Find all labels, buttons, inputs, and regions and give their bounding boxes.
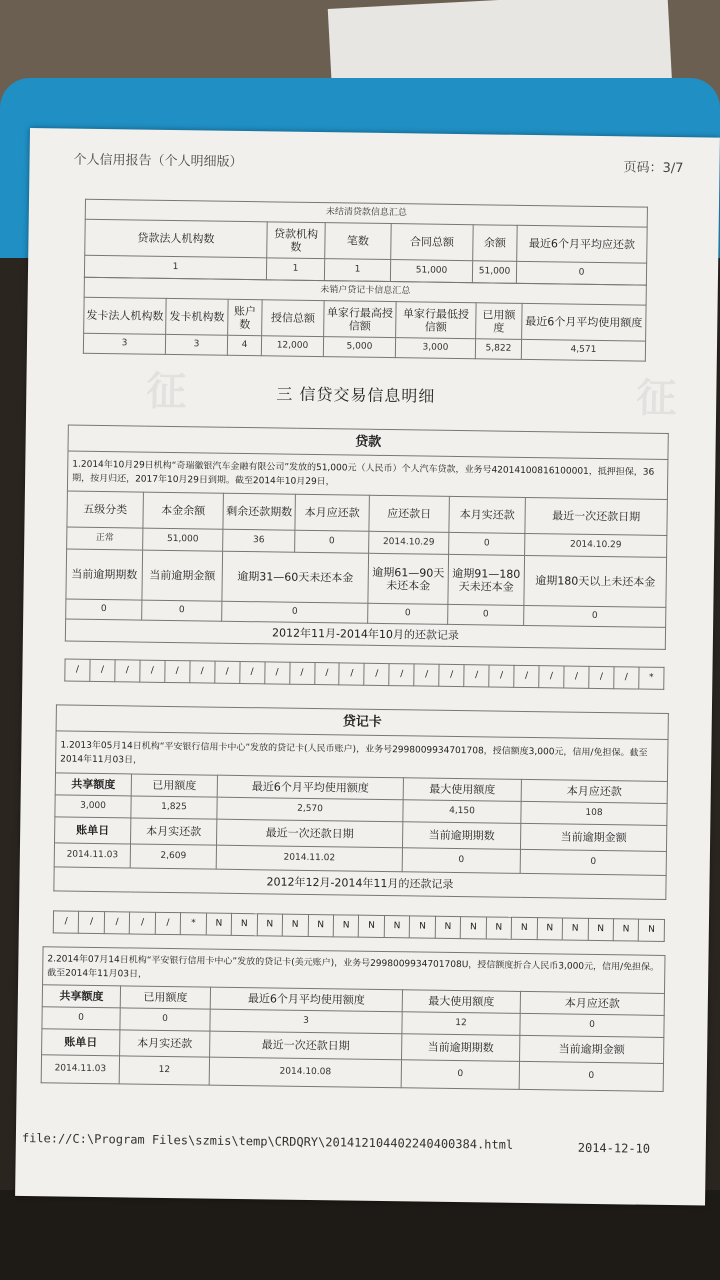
- table-cell: 4,150: [403, 800, 521, 824]
- repayment-status-cell: /: [214, 661, 239, 683]
- table-cell: 2014.10.29: [525, 533, 667, 557]
- repayment-status-cell: /: [165, 660, 190, 682]
- page-number: 页码：3/7: [623, 160, 684, 177]
- table-header: 单家行最高授信额: [324, 301, 396, 338]
- repayment-status-cell: N: [206, 913, 232, 935]
- table-cell: 12,000: [261, 336, 323, 357]
- table-cell: 0: [520, 849, 666, 875]
- repayment-status-cell: /: [489, 665, 514, 687]
- table-cell: 0: [142, 600, 222, 621]
- table-cell: 0: [449, 532, 525, 555]
- card1-repayment-record: [53, 910, 665, 942]
- repayment-status-cell: N: [435, 916, 461, 938]
- card1-description: 1.2013年05月14日机构“平安银行信用卡中心”发放的贷记卡(人民币账户)，业务号2998009934701708，授信额度3,000元，信用/免担保。截至2014年11月03日，: [55, 731, 668, 782]
- table-cell: 2,570: [217, 797, 403, 822]
- table-header: 应还款日: [369, 495, 449, 532]
- table-header: 逾期180天以上未还本金: [524, 555, 667, 607]
- table-header: 本金余额: [143, 492, 223, 529]
- table-cell: 51,000: [390, 260, 472, 283]
- table-header: 当前逾期期数: [66, 549, 143, 600]
- table-header: 笔数: [325, 223, 391, 260]
- table-header: 发卡机构数: [166, 298, 228, 335]
- table-header: 当前逾期期数: [402, 1034, 520, 1062]
- table-header: 账户数: [228, 299, 262, 335]
- table-cell: 12: [402, 1012, 520, 1036]
- repayment-status-cell: /: [190, 661, 215, 683]
- loan-detail-table: [65, 425, 669, 650]
- repayment-status-cell: /: [79, 911, 105, 933]
- table-header: 已用额度: [131, 774, 217, 797]
- table-cell: 51,000: [143, 528, 223, 551]
- repayment-status-cell: /: [389, 664, 414, 686]
- repayment-status-cell: N: [231, 913, 257, 935]
- table-header: 贷款机构数: [267, 222, 325, 259]
- table-cell: 0: [222, 601, 368, 623]
- credit-card-box-title: 贷记卡: [56, 705, 668, 740]
- loan-summary-table: [84, 199, 648, 286]
- repayment-status-cell: /: [589, 666, 614, 688]
- table-cell: 1: [324, 259, 390, 282]
- table-header: 本月实还款: [131, 818, 217, 845]
- table-header: 逾期31—60天未还本金: [222, 551, 369, 603]
- repayment-status-cell: N: [384, 916, 410, 938]
- table-cell: 5,822: [475, 339, 521, 360]
- table-header: 账单日: [55, 817, 131, 844]
- repayment-record-title: 2012年12月-2014年11月的还款记录: [54, 867, 666, 900]
- table-cell: 正常: [67, 527, 143, 550]
- table-header: 本月实还款: [120, 1030, 210, 1057]
- table-header: 剩余还款期数: [223, 493, 295, 530]
- table-cell: 2,609: [130, 844, 216, 869]
- repayment-status-cell: /: [104, 912, 130, 934]
- repayment-status-cell: /: [65, 659, 90, 681]
- repayment-status-cell: N: [537, 918, 563, 940]
- repayment-status-cell: N: [333, 915, 359, 937]
- table-header: 当前逾期金额: [142, 550, 223, 601]
- table-header: 本月实还款: [449, 496, 525, 533]
- repayment-status-cell: *: [639, 667, 664, 689]
- repayment-status-cell: /: [264, 662, 289, 684]
- repayment-status-cell: /: [564, 666, 589, 688]
- table-cell: 3: [83, 333, 165, 354]
- table-cell: 2014.11.02: [216, 845, 402, 872]
- repayment-status-cell: /: [130, 912, 156, 934]
- repayment-status-cell: N: [282, 914, 308, 936]
- repayment-status-cell: *: [181, 913, 207, 935]
- loan-description: 1.2014年10月29日机构“奇瑞徽银汽车金融有限公司”发放的51,000元（人民币）个人汽车贷款，业务号42014100816100001，抵押担保，36期，按月归还，2017年10月29日到期。截至2014年10月29日，: [67, 451, 668, 499]
- table-header: 最近6个月平均应还款: [517, 225, 648, 263]
- repayment-status-cell: /: [414, 664, 439, 686]
- table-header: 当前逾期金额: [520, 823, 666, 851]
- table-header: 共享额度: [42, 985, 120, 1008]
- file-path: file://C:\Program Files\szmis\temp\CRDQRY\201412104402240400384.html: [21, 1130, 514, 1152]
- table-cell: 108: [521, 801, 667, 825]
- repayment-status-cell: N: [257, 914, 283, 936]
- table-cell: 0: [66, 599, 142, 620]
- table-cell: 4: [227, 335, 261, 355]
- table-cell: 0: [42, 1007, 120, 1030]
- loan-repayment-record: [64, 659, 664, 690]
- table-header: 合同总额: [391, 224, 473, 261]
- table-header: 最近一次还款日期: [525, 497, 668, 535]
- table-header: 账单日: [42, 1029, 120, 1056]
- table-cell: 0: [448, 604, 524, 625]
- repayment-status-cell: /: [539, 666, 564, 688]
- report-page: [15, 128, 720, 1206]
- repayment-status-cell: N: [613, 919, 639, 941]
- section-title: 三 信贷交易信息明细: [276, 384, 436, 406]
- table-header: 发卡法人机构数: [84, 297, 166, 334]
- table-cell: 3,000: [55, 795, 131, 818]
- repayment-status-cell: /: [90, 659, 115, 681]
- card2-description: 2.2014年07月14日机构“平安银行信用卡中心”发放的贷记卡(美元账户)，业务号2998009934701708U，授信额度折合人民币3,000元，信用/免担保。截至2014年11月03日，: [43, 947, 665, 994]
- table-cell: 1: [84, 255, 266, 280]
- repayment-status-cell: N: [639, 919, 665, 941]
- table-cell: 2014.11.03: [41, 1055, 119, 1084]
- repayment-status-cell: /: [140, 660, 165, 682]
- repayment-status-cell: N: [588, 918, 614, 940]
- repayment-status-cell: N: [359, 915, 385, 937]
- table-header: 已用额度: [476, 303, 522, 340]
- table-cell: 4,571: [521, 339, 645, 361]
- loan-summary-title: 未结清贷款信息汇总: [85, 199, 647, 227]
- table-header: 授信总额: [262, 300, 324, 337]
- credit-card-2-table: [41, 946, 666, 1092]
- repayment-status-cell: N: [308, 914, 334, 936]
- repayment-status-cell: /: [155, 912, 181, 934]
- table-cell: 1,825: [131, 796, 217, 819]
- table-header: 余额: [473, 225, 517, 262]
- table-cell: 5,000: [323, 337, 395, 358]
- table-header: 本月应还款: [295, 494, 369, 531]
- repayment-status-cell: N: [486, 917, 512, 939]
- repayment-status-cell: /: [239, 661, 264, 683]
- watermark-seal: 征: [146, 368, 187, 416]
- loan-box-title: 贷款: [68, 425, 668, 459]
- repayment-status-cell: /: [289, 662, 314, 684]
- table-header: 最大使用额度: [402, 990, 520, 1014]
- report-title: 个人信用报告（个人明细版）: [73, 152, 243, 170]
- table-cell: 0: [368, 603, 448, 624]
- table-cell: 1: [266, 258, 324, 281]
- table-cell: 51,000: [472, 261, 516, 284]
- watermark-seal: 征: [635, 375, 677, 423]
- table-cell: 0: [524, 605, 666, 627]
- repayment-status-cell: /: [339, 663, 364, 685]
- table-header: 最近6个月平均使用额度: [210, 987, 402, 1012]
- table-header: 共享额度: [55, 773, 131, 796]
- table-header: 逾期91—180天未还本金: [448, 554, 525, 605]
- table-cell: 0: [520, 1013, 664, 1037]
- repayment-status-cell: N: [562, 918, 588, 940]
- table-cell: 3,000: [395, 338, 475, 359]
- repayment-status-cell: /: [614, 667, 639, 689]
- table-cell: 36: [223, 529, 295, 552]
- table-header: 当前逾期期数: [402, 822, 520, 850]
- card-summary-table: [83, 277, 647, 362]
- table-cell: 2014.11.03: [54, 843, 130, 868]
- table-header: 已用额度: [120, 986, 210, 1009]
- repayment-status-cell: /: [464, 665, 489, 687]
- table-header: 最大使用额度: [403, 778, 521, 802]
- table-cell: 2014.10.29: [369, 531, 449, 554]
- table-header: 最近6个月平均使用额度: [217, 775, 403, 800]
- table-header: 最近6个月平均使用额度: [522, 303, 647, 341]
- repayment-status-cell: /: [115, 660, 140, 682]
- table-header: 最近一次还款日期: [210, 1031, 402, 1060]
- table-cell: 0: [295, 530, 369, 553]
- table-cell: 0: [401, 1060, 519, 1090]
- table-cell: 0: [402, 848, 520, 874]
- table-cell: 3: [210, 1009, 402, 1034]
- table-cell: 2014.10.08: [209, 1057, 401, 1088]
- repayment-status-cell: /: [439, 664, 464, 686]
- repayment-status-cell: /: [364, 663, 389, 685]
- repayment-record-title: 2012年11月-2014年10月的还款记录: [65, 619, 665, 649]
- repayment-status-cell: N: [511, 917, 537, 939]
- repayment-status-cell: N: [460, 917, 486, 939]
- table-cell: 0: [516, 261, 646, 285]
- table-header: 最近一次还款日期: [217, 819, 403, 848]
- table-cell: 3: [165, 334, 227, 355]
- table-header: 本月应还款: [521, 779, 667, 803]
- repayment-status-cell: /: [53, 911, 79, 933]
- table-cell: 0: [120, 1008, 210, 1031]
- repayment-status-cell: /: [314, 663, 339, 685]
- repayment-status-cell: N: [410, 916, 436, 938]
- table-header: 当前逾期金额: [520, 1035, 664, 1063]
- table-header: 逾期61—90天未还本金: [368, 553, 449, 604]
- credit-card-1-table: [53, 704, 669, 900]
- table-cell: 0: [519, 1061, 663, 1091]
- table-header: 五级分类: [67, 491, 143, 528]
- table-header: 贷款法人机构数: [85, 219, 267, 258]
- card-summary-title: 未销户贷记卡信息汇总: [84, 277, 646, 305]
- table-cell: 12: [119, 1056, 209, 1085]
- table-header: 单家行最低授信额: [396, 302, 476, 339]
- repayment-status-cell: /: [514, 665, 539, 687]
- table-header: 本月应还款: [520, 991, 664, 1015]
- print-date: 2014-12-10: [577, 1140, 651, 1156]
